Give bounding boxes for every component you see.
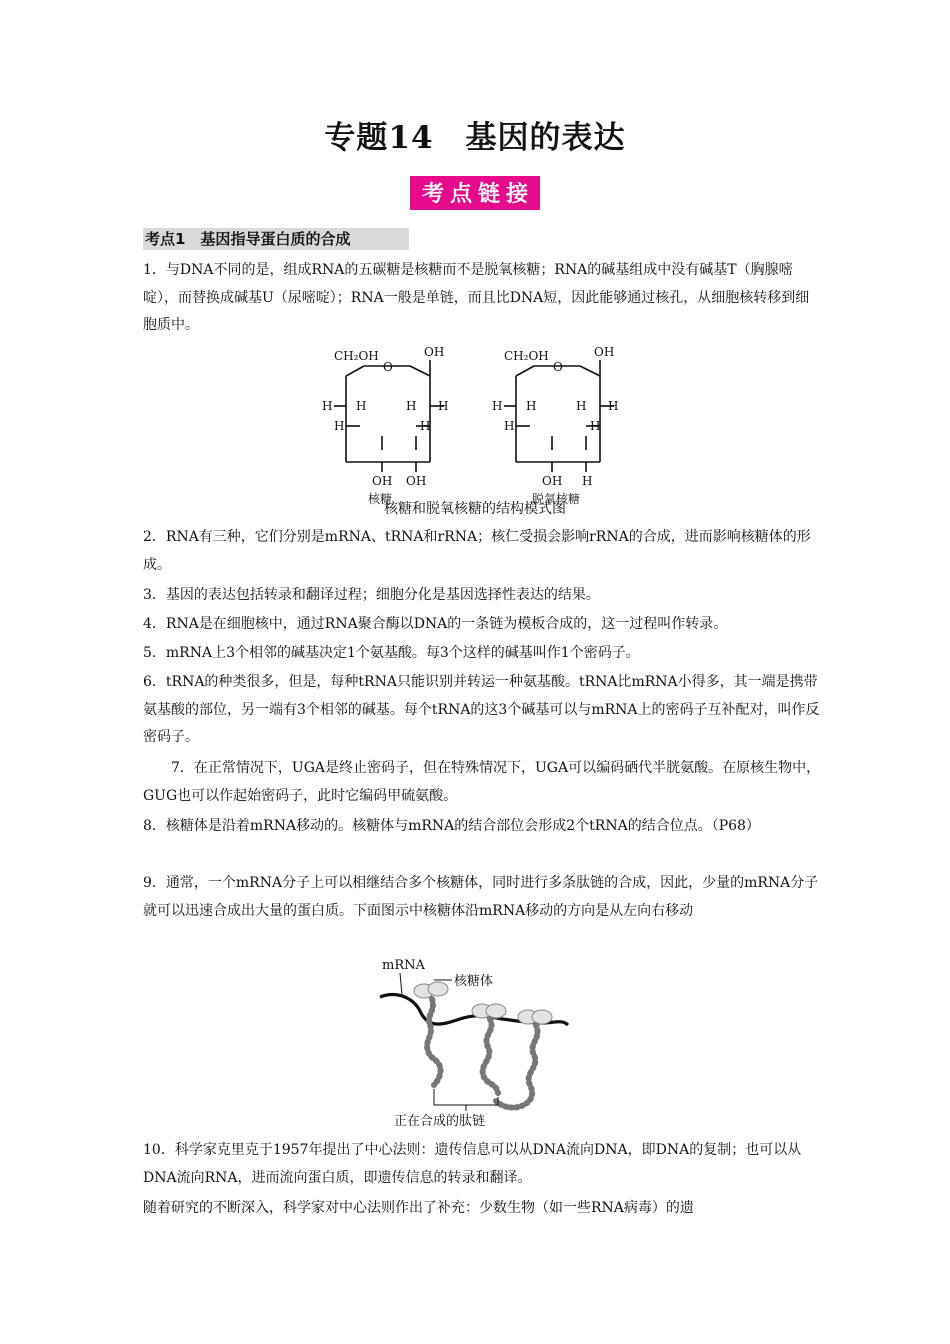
deoxy-h-bottom-text: H	[582, 474, 593, 488]
ribosome-2	[472, 1004, 506, 1018]
ribose-o-text: O	[383, 360, 393, 374]
paragraph-1: 1．与DNA不同的是，组成RNA的五碳糖是核糖而不是脱氧核糖；RNA的碱基组成中没有碱基T（胸腺嘧啶），而替换成碱基U（尿嘧啶）；RNA一般是单链，而且比DNA短，因此能够通过核孔，从细胞核转移到细胞质中。	[143, 262, 810, 333]
section-heading: 考点1 基因指导蛋白质的合成	[143, 228, 409, 250]
deoxy-oh-top-text: OH	[594, 345, 615, 359]
ribose-h-inner-right-text: H	[406, 399, 417, 413]
ribose-ch2oh-text: CH₂OH	[334, 349, 379, 363]
peptide-label: 正在合成的肽链	[394, 1114, 486, 1129]
paragraph-11: 随着研究的不断深入，科学家对中心法则作出了补充：少数生物（如一些RNA病毒）的遗	[143, 1200, 694, 1216]
ribose-label: 核糖	[368, 492, 393, 506]
deoxy-ch2oh-text: CH₂OH	[504, 349, 549, 363]
peptide-bracket	[434, 1089, 498, 1105]
figure1-caption: 核糖和脱氧核糖的结构模式图	[384, 501, 566, 517]
ribose-h-left-text: H	[322, 399, 333, 413]
ribose-h-left2-text: H	[334, 419, 345, 433]
ribosome-3	[518, 1010, 552, 1024]
ribose-h-inner-left-text: H	[356, 399, 367, 413]
paragraph-10: 10．科学家克里克于1957年提出了中心法则：遗传信息可以从DNA流向DNA，即DNA的复制；也可以从DNA流向RNA，进而流向蛋白质，即遗传信息的转录和翻译。	[143, 1142, 802, 1186]
sugar-structure-figure	[320, 340, 640, 506]
deoxy-h-right2-text: H	[590, 419, 601, 433]
ribosome-label: 核糖体	[454, 974, 494, 989]
paragraph-8: 8．核糖体是沿着mRNA移动的。核糖体与mRNA的结合部位会形成2个tRNA的结合位点。（P68）	[143, 818, 760, 834]
paragraph-4: 4．RNA是在细胞核中，通过RNA聚合酶以DNA的一条链为模板合成的，这一过程叫作转录。	[143, 616, 728, 632]
ribose-h-right2-text: H	[420, 419, 431, 433]
polyribosome-figure	[378, 955, 578, 1130]
deoxy-h-left-text: H	[492, 399, 503, 413]
deoxyribose-label: 脱氧核糖	[532, 492, 581, 506]
deoxy-h-inner-left-text: H	[526, 399, 537, 413]
deoxyribose-structure	[504, 360, 614, 472]
ribose-oh-top-text: OH	[424, 345, 445, 359]
deoxy-h-inner-right-text: H	[576, 399, 587, 413]
badge-container	[0, 176, 950, 210]
deoxy-o-text: O	[553, 360, 563, 374]
deoxy-oh-bottom-text: OH	[542, 474, 563, 488]
peptide-chain-2	[483, 1019, 498, 1093]
ribose-structure	[334, 360, 444, 472]
section-badge: 考点链接	[410, 176, 540, 210]
ribose-oh-bottom-left-text: OH	[372, 474, 393, 488]
paragraph-9: 9．通常，一个mRNA分子上可以相继结合多个核糖体，同时进行多条肽链的合成，因此，少量的mRNA分子就可以迅速合成出大量的蛋白质。下面图示中核糖体沿mRNA移动的方向是从左向右移动	[143, 875, 819, 919]
ribose-oh-bottom-right-text: OH	[406, 474, 427, 488]
mrna-pointer-line	[400, 973, 402, 995]
ribosome-1	[414, 982, 448, 998]
peptide-chain-3	[496, 1025, 538, 1108]
paragraph-6: 6．tRNA的种类很多，但是，每种tRNA只能识别并转运一种氨基酸。tRNA比mRNA小得多，其一端是携带氨基酸的部位，另一端有3个相邻的碱基。每个tRNA的这3个碱基可以与mRNA上的密码子互补配对，叫作反密码子。	[143, 674, 820, 745]
deoxy-h-left2-text: H	[504, 419, 515, 433]
ribose-h-right-text: H	[438, 399, 449, 413]
deoxy-h-right-text: H	[608, 399, 619, 413]
paragraph-5: 5．mRNA上3个相邻的碱基决定1个氨基酸。每3个这样的碱基叫作1个密码子。	[143, 645, 640, 661]
page-title: 专题14 基因的表达	[324, 120, 626, 156]
paragraph-7: 7．在正常情况下，UGA是终止密码子，但在特殊情况下，UGA可以编码硒代半胱氨酸。在原核生物中，GUG也可以作起始密码子，此时它编码甲硫氨酸。	[143, 760, 821, 804]
paragraph-3: 3．基因的表达包括转录和翻译过程；细胞分化是基因选择性表达的结果。	[143, 587, 600, 603]
mrna-label: mRNA	[382, 958, 425, 973]
paragraph-2: 2．RNA有三种，它们分别是mRNA、tRNA和rRNA；核仁受损会影响rRNA的合成，进而影响核糖体的形成。	[143, 529, 811, 573]
peptide-chain-1	[427, 999, 440, 1085]
